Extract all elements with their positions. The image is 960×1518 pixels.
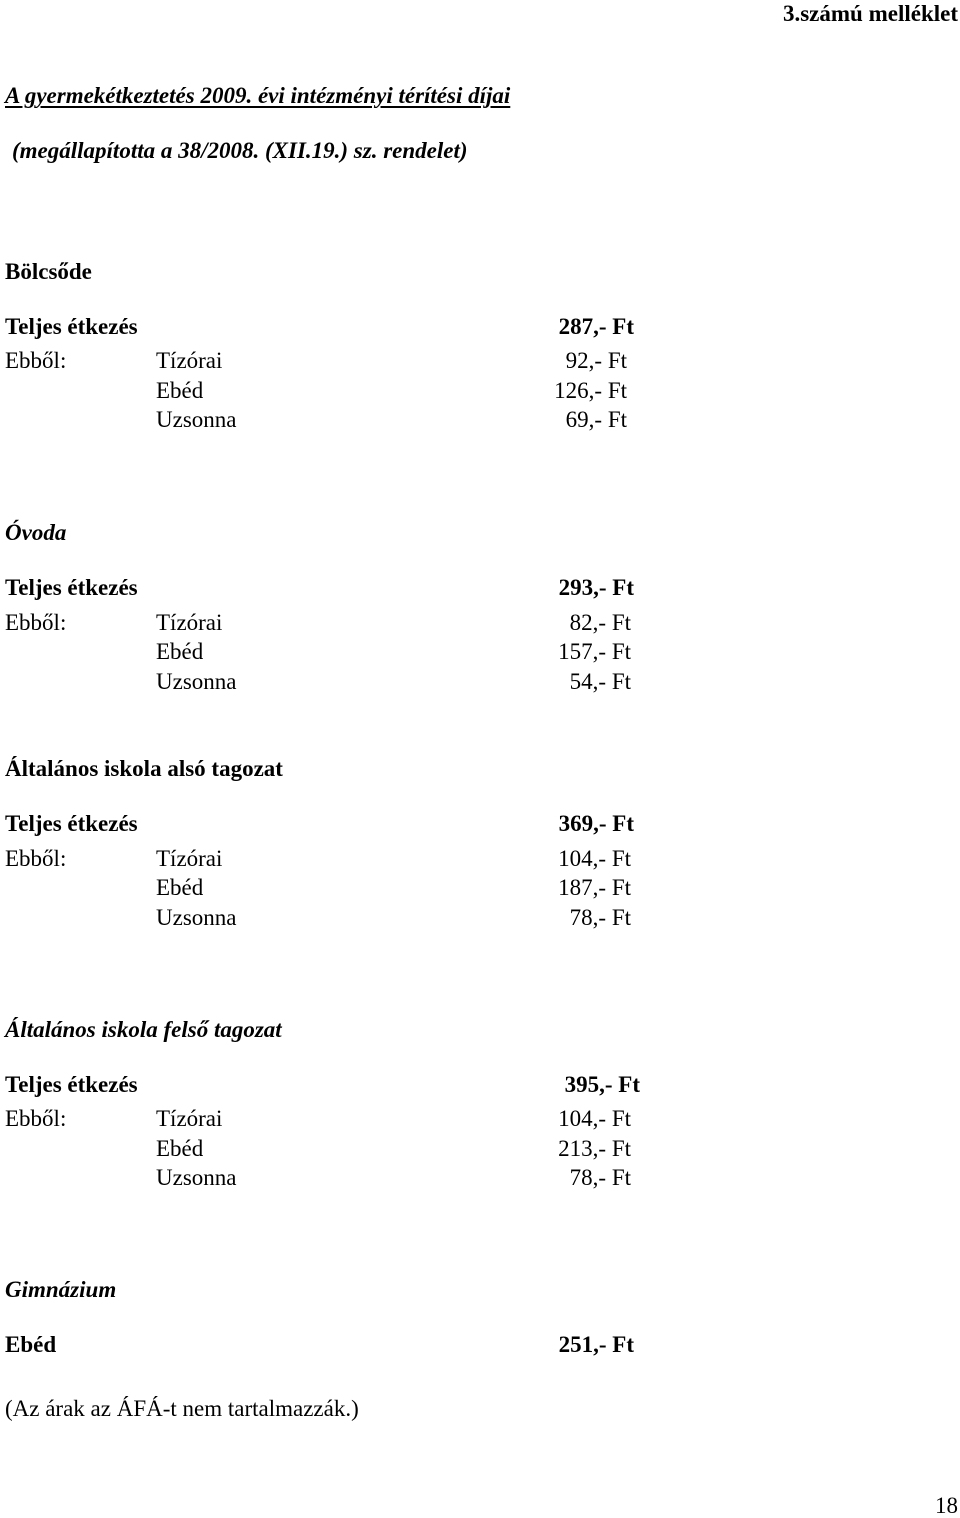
- section-heading-also-tagozat: Általános iskola alsó tagozat: [5, 756, 283, 781]
- item-label: Uzsonna: [156, 1165, 237, 1190]
- page-number: 18: [935, 1493, 958, 1518]
- total-value: 395,- Ft: [564, 1072, 640, 1097]
- vat-note: (Az árak az ÁFÁ-t nem tartalmazzák.): [5, 1396, 359, 1421]
- document-title: A gyermekétkeztetés 2009. évi intézményi térítési díjai: [5, 83, 511, 108]
- item-value: 69,- Ft: [565, 407, 627, 432]
- total-value: 251,- Ft: [558, 1332, 634, 1357]
- total-value: 369,- Ft: [558, 811, 634, 836]
- breakdown-label: Ebből:: [5, 1106, 67, 1131]
- item-value: 78,- Ft: [569, 1165, 631, 1190]
- item-label: Ebéd: [156, 639, 204, 664]
- item-value: 104,- Ft: [558, 1106, 631, 1131]
- item-label: Tízórai: [156, 1106, 223, 1131]
- section-heading-felso-tagozat: Általános iskola felső tagozat: [5, 1017, 282, 1042]
- item-label: Tízórai: [156, 348, 223, 373]
- item-value: 92,- Ft: [565, 348, 627, 373]
- total-label: Teljes étkezés: [5, 811, 138, 836]
- breakdown-label: Ebből:: [5, 610, 67, 635]
- item-label: Tízórai: [156, 610, 223, 635]
- breakdown-label: Ebből:: [5, 846, 67, 871]
- item-value: 82,- Ft: [569, 610, 631, 635]
- breakdown-label: Ebből:: [5, 348, 67, 373]
- item-value: 157,- Ft: [558, 639, 631, 664]
- item-label: Uzsonna: [156, 407, 237, 432]
- total-value: 287,- Ft: [558, 314, 634, 339]
- item-label: Uzsonna: [156, 905, 237, 930]
- total-label: Teljes étkezés: [5, 575, 138, 600]
- annex-label: 3.számú melléklet: [782, 1, 958, 26]
- total-label: Ebéd: [5, 1332, 57, 1357]
- section-heading-ovoda: Óvoda: [5, 520, 67, 545]
- item-value: 213,- Ft: [558, 1136, 631, 1161]
- section-heading-gimnazium: Gimnázium: [5, 1277, 117, 1302]
- item-value: 78,- Ft: [569, 905, 631, 930]
- item-label: Ebéd: [156, 875, 204, 900]
- item-label: Tízórai: [156, 846, 223, 871]
- total-value: 293,- Ft: [558, 575, 634, 600]
- item-value: 54,- Ft: [569, 669, 631, 694]
- item-label: Ebéd: [156, 378, 204, 403]
- item-label: Uzsonna: [156, 669, 237, 694]
- item-value: 187,- Ft: [558, 875, 631, 900]
- document-subtitle: (megállapította a 38/2008. (XII.19.) sz. rendelet): [12, 138, 468, 163]
- total-label: Teljes étkezés: [5, 314, 138, 339]
- item-value: 126,- Ft: [554, 378, 627, 403]
- section-heading-bolcsode: Bölcsőde: [5, 259, 92, 284]
- item-value: 104,- Ft: [558, 846, 631, 871]
- total-label: Teljes étkezés: [5, 1072, 138, 1097]
- item-label: Ebéd: [156, 1136, 204, 1161]
